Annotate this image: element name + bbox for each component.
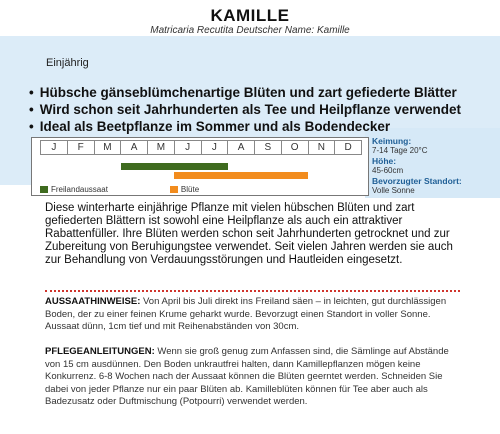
plant-info: [372, 136, 462, 196]
month-cell: N: [309, 141, 336, 154]
sowing-period-bar: [121, 163, 228, 170]
feature-item: • Hübsche gänseblümchenartige Blüten und zart gefiederte Blätter: [29, 84, 461, 101]
month-cell: J: [202, 141, 229, 154]
care-text: Wenn sie groß genug zum Anfassen sind, die Sämlinge auf Abstände von 15 cm ausdünnen. Den Boden unkrautfrei halten, dann Kamillepflanzen mögen keine Konkurrenz. 6-8 Wochen nach der Aussaat können die Blüten geerntet werden. Schneiden Sie dabei von jeder Pflanze nur ein paar Blüten ab. Kamilleblüten können für Tee aber auch als Badezusatz oder Duftmischung (Potpourri) verwendet werden.: [45, 346, 449, 407]
bloom-period-bar: [174, 172, 307, 179]
care-heading: PFLEGEANLEITUNGEN:: [45, 346, 155, 357]
plant-description: Diese winterharte einjährige Pflanze mit vielen hübschen Blüten und zart gefiederten Blättern ist sowohl eine Heilpflanze als auch ein attraktiver Rabattenfüller. Ihre Blüten werden schon seit Jahrhunderten getrocknet und zur Zubereitung von Beruhigungstee verwendet. Seit vielen Jahren werden sie auch zur Behandlung von Verdauungsstörungen und Hautleiden eingesetzt.: [45, 202, 453, 266]
month-cell: M: [148, 141, 175, 154]
month-cell: D: [344, 142, 352, 153]
annual-label: Einjährig: [46, 57, 89, 69]
page-title: KAMILLE: [210, 6, 290, 25]
sowing-swatch: [40, 186, 48, 193]
sowing-heading: AUSSAATHINWEISE:: [45, 296, 141, 307]
height-label: Höhe:: [372, 156, 397, 166]
month-cell: A: [121, 141, 148, 154]
germination-value: 7-14 Tage 20°C: [372, 146, 428, 155]
feature-item: • Wird schon seit Jahrhunderten als Tee und Heilpflanze verwendet: [29, 101, 461, 118]
location-label: Bevorzugter Standort:: [372, 176, 462, 186]
month-cell: J: [175, 141, 202, 154]
month-cell: O: [282, 141, 309, 154]
bloom-swatch: [170, 186, 178, 193]
feature-list: [29, 84, 461, 135]
month-cell: S: [255, 141, 282, 154]
bloom-legend-label: Blüte: [180, 185, 200, 194]
germination-label: Keimung:: [372, 136, 412, 146]
section-divider: [45, 290, 460, 292]
month-row: [40, 140, 362, 155]
height-value: 45-60cm: [372, 166, 404, 175]
location-value: Volle Sonne: [372, 186, 415, 195]
sowing-text: Von April bis Juli direkt ins Freiland säen – in leichten, gut durchlässigen Boden, der zu einer feinen Krume geharkt wurde. Bevorzugt einen Standort in voller Sonne. Aussaat dünn, 1cm tief und mit Reihenabständen von 30cm.: [45, 296, 447, 332]
sowing-legend-label: Freilandaussaat: [51, 185, 108, 194]
botanical-subtitle: Matricaria Recutita Deutscher Name: Kamille: [150, 25, 350, 36]
month-cell: A: [228, 141, 255, 154]
feature-item: • Ideal als Beetpflanze im Sommer und als Bodendecker: [29, 118, 461, 135]
sowing-instructions: [45, 296, 463, 334]
month-cell: M: [95, 141, 122, 154]
care-instructions: [45, 346, 463, 409]
month-cell: J: [41, 141, 68, 154]
sowing-calendar: [31, 137, 369, 196]
calendar-legend: [40, 185, 199, 194]
month-cell: F: [68, 141, 95, 154]
